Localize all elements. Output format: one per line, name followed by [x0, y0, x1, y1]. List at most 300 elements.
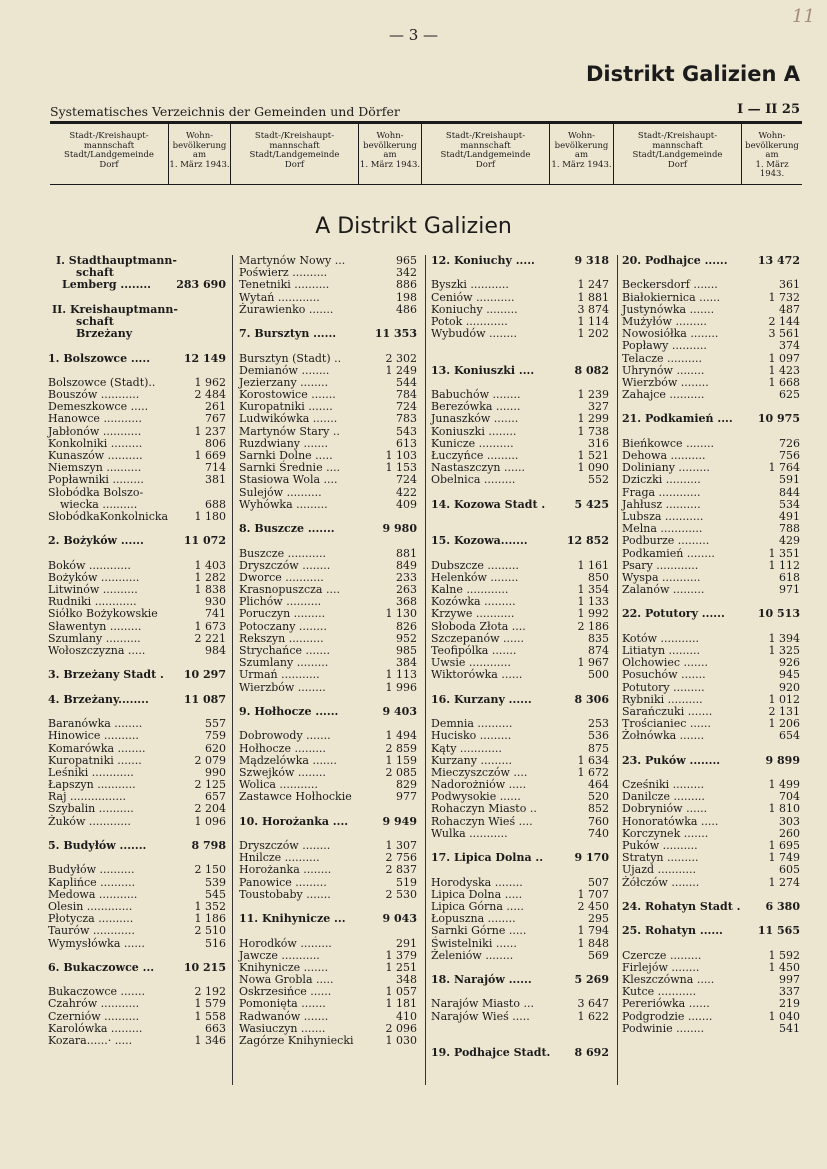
header-line: mannschaft: [83, 140, 135, 151]
municipality-row: [48, 487, 226, 499]
population-value: 726: [779, 436, 800, 450]
municipality-row: [239, 889, 417, 901]
population-value: 429: [779, 534, 800, 548]
population-value: 1 403: [194, 558, 226, 572]
district-heading-row: [622, 755, 800, 767]
district-heading-row: [622, 413, 800, 425]
population-value: 11 353: [374, 327, 417, 341]
municipality-name: Lubsza ...........: [622, 509, 704, 523]
population-value: 1 794: [577, 924, 609, 938]
population-value: 303: [779, 814, 800, 828]
population-value: 233: [396, 570, 417, 584]
municipality-name: Uhrynów ........: [622, 363, 705, 377]
blank-row: [239, 535, 417, 547]
population-value: 534: [779, 497, 800, 511]
population-value: 1 354: [577, 583, 609, 597]
population-value: 1 057: [385, 985, 417, 999]
district-heading-row: [48, 328, 226, 340]
population-value: 327: [588, 400, 609, 414]
district-heading-row: [48, 255, 226, 267]
population-value: 410: [396, 1009, 417, 1023]
population-value: 295: [588, 912, 609, 926]
population-value: 1 810: [768, 802, 800, 816]
blank-row: [431, 340, 609, 352]
population-value: 740: [588, 826, 609, 840]
municipality-row: [431, 279, 609, 291]
municipality-name: Wymysłówka ......: [48, 936, 145, 950]
municipality-name: Litwinów ..........: [48, 583, 138, 597]
blank-row: [431, 353, 609, 365]
district-name: 1. Bolszowce .....: [48, 351, 151, 365]
district-heading-row: [622, 255, 800, 267]
header-line: mannschaft: [460, 140, 511, 151]
municipality-row: [239, 669, 417, 681]
municipality-name: Ludwikówka .......: [239, 412, 338, 426]
municipality-name: Żołnówka .......: [622, 729, 705, 743]
population-value: 422: [396, 485, 417, 499]
district-name: 19. Podhajce Stadt.: [431, 1046, 551, 1060]
municipality-column: [622, 255, 800, 1035]
municipality-name: Jabłonów ...........: [48, 424, 142, 438]
municipality-row: [622, 474, 800, 486]
blank-row: [622, 621, 800, 633]
municipality-name: Narajów Miasto ...: [431, 997, 534, 1011]
population-value: 1 186: [194, 912, 226, 926]
municipality-name: Olchowiec .......: [622, 656, 708, 670]
municipality-name: Słobódka Bolszo-: [48, 485, 144, 499]
municipality-row: [622, 389, 800, 401]
district-name: 15. Kozowa.......: [431, 534, 528, 548]
population-value: 1 274: [768, 875, 800, 889]
district-name: I. Stadthauptmann-: [56, 254, 177, 267]
municipality-name: Korostowice .......: [239, 388, 336, 402]
municipality-name: Łopuszna ........: [431, 912, 516, 926]
population-value: 12 852: [566, 534, 609, 548]
header-line: Stadt/Landgemeinde: [64, 150, 154, 160]
population-value: 625: [779, 388, 800, 402]
municipality-name: Szumlany .........: [239, 656, 329, 670]
district-name: 8. Buszcze .......: [239, 522, 335, 536]
municipality-name: Melna ............: [622, 522, 703, 536]
municipality-name: Zalanów .........: [622, 583, 705, 597]
municipality-row: [622, 669, 800, 681]
municipality-name: Wierzbów ........: [622, 375, 709, 389]
population-value: 829: [396, 778, 417, 792]
population-value: 1 838: [194, 583, 226, 597]
municipality-row: [239, 791, 417, 803]
municipality-name: Rohaczyn Miasto ..: [431, 802, 537, 816]
district-name: 11. Knihynicze ...: [239, 912, 346, 926]
municipality-name: Sławentyn .........: [48, 619, 142, 633]
municipality-name: Podgrodzie .......: [622, 1009, 713, 1023]
municipality-row: [48, 998, 226, 1010]
municipality-name: Ruzdwiany .......: [239, 436, 328, 450]
population-value: 984: [205, 644, 226, 657]
municipality-name: Szczepanów ......: [431, 631, 524, 645]
population-value: 1 247: [577, 278, 609, 292]
population-value: 8 798: [191, 839, 226, 852]
municipality-name: Kleszczówna .....: [622, 973, 715, 987]
municipality-row: [239, 304, 417, 316]
municipality-row: [431, 474, 609, 486]
population-value: 1 499: [768, 778, 800, 792]
section-code: I — II 25: [737, 102, 800, 117]
population-value: 8 692: [574, 1046, 609, 1060]
municipality-name: Sarnki Średnie ....: [239, 461, 341, 475]
municipality-name: Koniuszki ........: [431, 424, 517, 438]
municipality-name: Martynów Stary ..: [239, 424, 340, 438]
population-value: 1 097: [768, 351, 800, 365]
population-value: 1 251: [385, 960, 417, 974]
population-value: 1 159: [385, 753, 417, 767]
district-heading-row: [48, 535, 226, 547]
district-heading-row: [622, 901, 800, 913]
population-value: 2 186: [577, 619, 609, 633]
municipality-row: [622, 1011, 800, 1023]
municipality-name: Lipica Górna .....: [431, 899, 524, 913]
population-value: 1 634: [577, 753, 609, 767]
population-value: 569: [588, 948, 609, 962]
municipality-row: [48, 925, 226, 937]
population-value: 9 980: [382, 522, 417, 536]
population-value: 1 206: [768, 717, 800, 731]
municipality-name: Łuczyńce .........: [431, 449, 519, 462]
header-line: 1. März 1943.: [551, 159, 612, 170]
municipality-name: Konkolniki .........: [48, 436, 143, 450]
municipality-name: Czerniów ..........: [48, 1009, 140, 1023]
municipality-name: Mieczyszczów ....: [431, 765, 528, 779]
population-value: 1 352: [194, 899, 226, 913]
district-heading-row: [48, 353, 226, 365]
district-heading-row: [622, 925, 800, 937]
municipality-row: [239, 474, 417, 486]
population-value: 2 221: [194, 631, 226, 645]
population-value: 886: [396, 278, 417, 292]
population-value: 620: [205, 741, 226, 755]
blank-row: [622, 426, 800, 438]
population-value: 605: [779, 863, 800, 877]
header-line: Stadt/Landgemeinde: [440, 150, 531, 160]
district-name: 25. Rohatyn ......: [622, 924, 723, 938]
district-heading-row: [239, 706, 417, 718]
municipality-name: Stratyn .........: [622, 851, 699, 865]
district-name: 13. Koniuszki ....: [431, 363, 535, 377]
population-value: 1 992: [577, 607, 609, 621]
population-value: 756: [779, 449, 800, 462]
population-value: 9 949: [382, 814, 417, 828]
population-value: 1 494: [385, 729, 417, 743]
population-value: 491: [779, 509, 800, 523]
population-value: 2 150: [194, 863, 226, 877]
municipality-name: Tenetniki ..........: [239, 278, 330, 292]
municipality-name: Ujazd ...........: [622, 863, 697, 877]
header-line: Dorf: [99, 159, 119, 170]
municipality-row: [431, 950, 609, 962]
blank-row: [48, 292, 226, 304]
municipality-name: Puków ..........: [622, 839, 698, 852]
municipality-name: Urmań ...........: [239, 668, 320, 682]
municipality-name: Demeszkowce .....: [48, 400, 149, 414]
population-value: 1 325: [768, 644, 800, 657]
district-name: 22. Potutory ......: [622, 607, 725, 621]
municipality-name: Czercze .........: [622, 948, 702, 962]
population-value: 1 673: [194, 619, 226, 633]
population-value: 1 672: [577, 765, 609, 779]
municipality-name: Honoratówka .....: [622, 814, 719, 828]
population-value: 2 530: [385, 887, 417, 901]
municipality-row: [431, 730, 609, 742]
municipality-name: Kotów ...........: [622, 631, 699, 645]
population-value: 3 647: [577, 997, 609, 1011]
municipality-name: Jahłusz ..........: [622, 497, 701, 511]
header-line: Stadt-/Kreishaupt-: [445, 131, 526, 141]
population-value: 9 318: [574, 254, 609, 267]
municipality-row: [48, 877, 226, 889]
population-value: 784: [396, 388, 417, 402]
municipality-row: [239, 413, 417, 425]
population-value: 9 899: [765, 753, 800, 767]
population-value: 5 425: [574, 497, 609, 511]
population-value: 875: [588, 741, 609, 755]
handwritten-page-note: 11: [792, 6, 815, 27]
header-line: Dorf: [284, 159, 305, 170]
header-name-cell: [231, 124, 359, 184]
header-line: Wohn-: [185, 131, 214, 141]
municipality-name: Justynówka .......: [622, 302, 715, 316]
municipality-row: [48, 938, 226, 950]
municipality-row: [239, 292, 417, 304]
population-value: 11 565: [757, 924, 800, 938]
header-line: am: [383, 150, 397, 160]
population-value: 1 996: [385, 680, 417, 694]
municipality-name: Rohaczyn Wieś ....: [431, 814, 533, 828]
header-line: Wohn-: [567, 131, 596, 141]
population-value: 1 579: [194, 997, 226, 1011]
population-value: 850: [588, 570, 609, 584]
municipality-name: Bursztyn (Stadt) ..: [239, 351, 342, 365]
population-value: 3 874: [577, 302, 609, 316]
population-value: 1 130: [385, 607, 417, 621]
blank-row: [239, 803, 417, 815]
population-value: 1 592: [768, 948, 800, 962]
population-value: 539: [205, 875, 226, 889]
municipality-name: Pereriówka ......: [622, 997, 710, 1011]
municipality-name: Junaszków .......: [431, 412, 519, 426]
column-divider: [232, 255, 233, 1085]
district-heading-row: [431, 694, 609, 706]
population-value: 767: [205, 412, 226, 426]
population-value: 926: [779, 656, 800, 670]
municipality-row: [622, 877, 800, 889]
population-value: 10 513: [757, 607, 800, 621]
municipality-name: Poruczyn .........: [239, 607, 326, 621]
municipality-name: Boków ............: [48, 558, 131, 572]
municipality-name: Niemszyn ..........: [48, 461, 142, 475]
municipality-row: [431, 938, 609, 950]
municipality-row: [622, 340, 800, 352]
population-value: 316: [588, 436, 609, 450]
population-value: 654: [779, 729, 800, 743]
population-value: 2 756: [385, 851, 417, 865]
municipality-name: Demnia ..........: [431, 717, 513, 731]
population-value: 1 114: [577, 314, 609, 328]
municipality-name: Dobrowody .......: [239, 729, 331, 743]
municipality-name: Szybalin ..........: [48, 802, 134, 816]
population-value: 263: [396, 583, 417, 597]
municipality-row: [431, 828, 609, 840]
municipality-name: Bouszów ...........: [48, 388, 140, 402]
municipality-name: Potoczany ........: [239, 619, 327, 633]
population-value: 348: [396, 973, 417, 987]
population-value: 724: [396, 473, 417, 487]
municipality-name: Doliniany .........: [622, 461, 710, 475]
municipality-row: [239, 353, 417, 365]
population-value: 520: [588, 790, 609, 804]
municipality-name: Hnilcze ..........: [239, 851, 320, 865]
municipality-name: Nowosiółka ........: [622, 327, 719, 341]
municipality-name: Kurzany .........: [431, 753, 512, 767]
district-heading-row: [239, 816, 417, 828]
population-value: 663: [205, 1021, 226, 1035]
column-header-table: [50, 121, 802, 185]
population-value: 1 299: [577, 412, 609, 426]
population-value: 8 306: [574, 692, 609, 706]
population-value: 1 040: [768, 1009, 800, 1023]
population-value: 5 269: [574, 973, 609, 987]
municipality-name: Kąty ............: [431, 741, 502, 755]
district-name: 21. Podkamień ....: [622, 412, 733, 426]
population-value: 741: [205, 607, 226, 621]
municipality-row: [48, 413, 226, 425]
municipality-name: Helenków ........: [431, 570, 519, 584]
population-value: 1 307: [385, 839, 417, 852]
municipality-row: [622, 730, 800, 742]
population-value: 1 202: [577, 327, 609, 341]
municipality-name: Berezówka .......: [431, 400, 521, 414]
population-value: 544: [396, 375, 417, 389]
municipality-row: [48, 511, 226, 523]
municipality-name: Wolica ...........: [239, 778, 318, 792]
municipality-name: Telacze ..........: [622, 351, 702, 365]
municipality-row: [431, 608, 609, 620]
municipality-name: Wołoszczyzna .....: [48, 644, 146, 657]
header-population-cell: [359, 124, 422, 184]
municipality-row: [622, 682, 800, 694]
municipality-row: [239, 877, 417, 889]
population-value: 985: [396, 644, 417, 657]
population-value: 965: [396, 254, 417, 267]
municipality-name: Łapszyn ...........: [48, 778, 136, 792]
header-line: mannschaft: [269, 140, 320, 151]
municipality-row: [431, 413, 609, 425]
population-value: 6 380: [765, 899, 800, 913]
district-name: 18. Narajów ......: [431, 973, 532, 987]
municipality-name: Sarnki Górne .....: [431, 924, 527, 938]
header-line: Stadt/Landgemeinde: [249, 150, 340, 160]
municipality-name: Rybniki ..........: [622, 692, 703, 706]
population-value: 253: [588, 717, 609, 731]
municipality-name: Danilcze .........: [622, 790, 705, 804]
district-heading-row: [622, 608, 800, 620]
municipality-row: [622, 353, 800, 365]
blank-row: [48, 548, 226, 560]
population-value: 1 848: [577, 936, 609, 950]
municipality-name: Kuropatniki .......: [48, 753, 142, 767]
municipality-name: Zastawce Hołhockie: [239, 790, 352, 804]
population-value: 1 096: [194, 814, 226, 828]
header-line: Wohn-: [376, 131, 404, 141]
municipality-row: [622, 998, 800, 1010]
municipality-row: [48, 645, 226, 657]
municipality-name: Horodków .........: [239, 936, 332, 950]
municipality-name: Białokiernica ......: [622, 290, 721, 304]
municipality-row: [622, 548, 800, 560]
population-value: 384: [396, 656, 417, 670]
header-line: bevölkerung: [172, 140, 227, 151]
population-value: 930: [205, 595, 226, 609]
population-value: 283 690: [176, 278, 226, 292]
population-value: 1 707: [577, 887, 609, 901]
municipality-name: Panowice .........: [239, 875, 327, 889]
header-line: am: [574, 150, 589, 160]
municipality-row: [622, 1023, 800, 1035]
district-heading-row: [431, 255, 609, 267]
blank-row: [431, 682, 609, 694]
municipality-name: Podkamień ........: [622, 546, 715, 560]
population-value: 1 394: [768, 631, 800, 645]
population-value: 486: [396, 302, 417, 316]
municipality-name: Dubszcze .........: [431, 558, 519, 572]
district-name: 20. Podhajce ......: [622, 254, 728, 267]
population-value: 507: [588, 875, 609, 889]
municipality-name: Bolszowce (Stadt)..: [48, 375, 156, 389]
municipality-name: Żurawienko .......: [239, 302, 334, 316]
population-value: 1 732: [768, 290, 800, 304]
population-value: 1 090: [577, 461, 609, 475]
population-value: 613: [396, 436, 417, 450]
population-value: 1 521: [577, 449, 609, 462]
population-value: 591: [779, 473, 800, 487]
population-value: 1 153: [385, 461, 417, 475]
population-value: 714: [205, 461, 226, 475]
municipality-name: Żeleniów ........: [431, 948, 514, 962]
municipality-name: Horodyska ........: [431, 875, 523, 889]
population-value: 13 472: [757, 254, 800, 267]
municipality-name: Pomonięta .......: [239, 997, 326, 1011]
municipality-row: [622, 535, 800, 547]
population-value: 1 558: [194, 1009, 226, 1023]
population-value: 826: [396, 619, 417, 633]
district-name: schaft: [76, 266, 114, 280]
district-heading-row: [48, 669, 226, 681]
population-value: 2 144: [768, 314, 800, 328]
municipality-row: [239, 1035, 417, 1047]
municipality-name: Wiktorówka ......: [431, 668, 523, 682]
population-value: 11 087: [183, 692, 226, 706]
municipality-name: Taurów ............: [48, 924, 135, 938]
municipality-name: Firlejów ........: [622, 960, 700, 974]
population-value: 374: [779, 339, 800, 353]
population-value: 9 403: [382, 704, 417, 718]
header-line: am: [192, 150, 207, 160]
district-heading-row: [48, 304, 226, 316]
municipality-row: [239, 743, 417, 755]
population-value: 10 215: [183, 960, 226, 974]
page-number: — 3 —: [388, 26, 439, 44]
municipality-row: [48, 816, 226, 828]
municipality-name: Dziczki ..........: [622, 473, 701, 487]
municipality-name: Toustobaby .......: [239, 887, 331, 901]
